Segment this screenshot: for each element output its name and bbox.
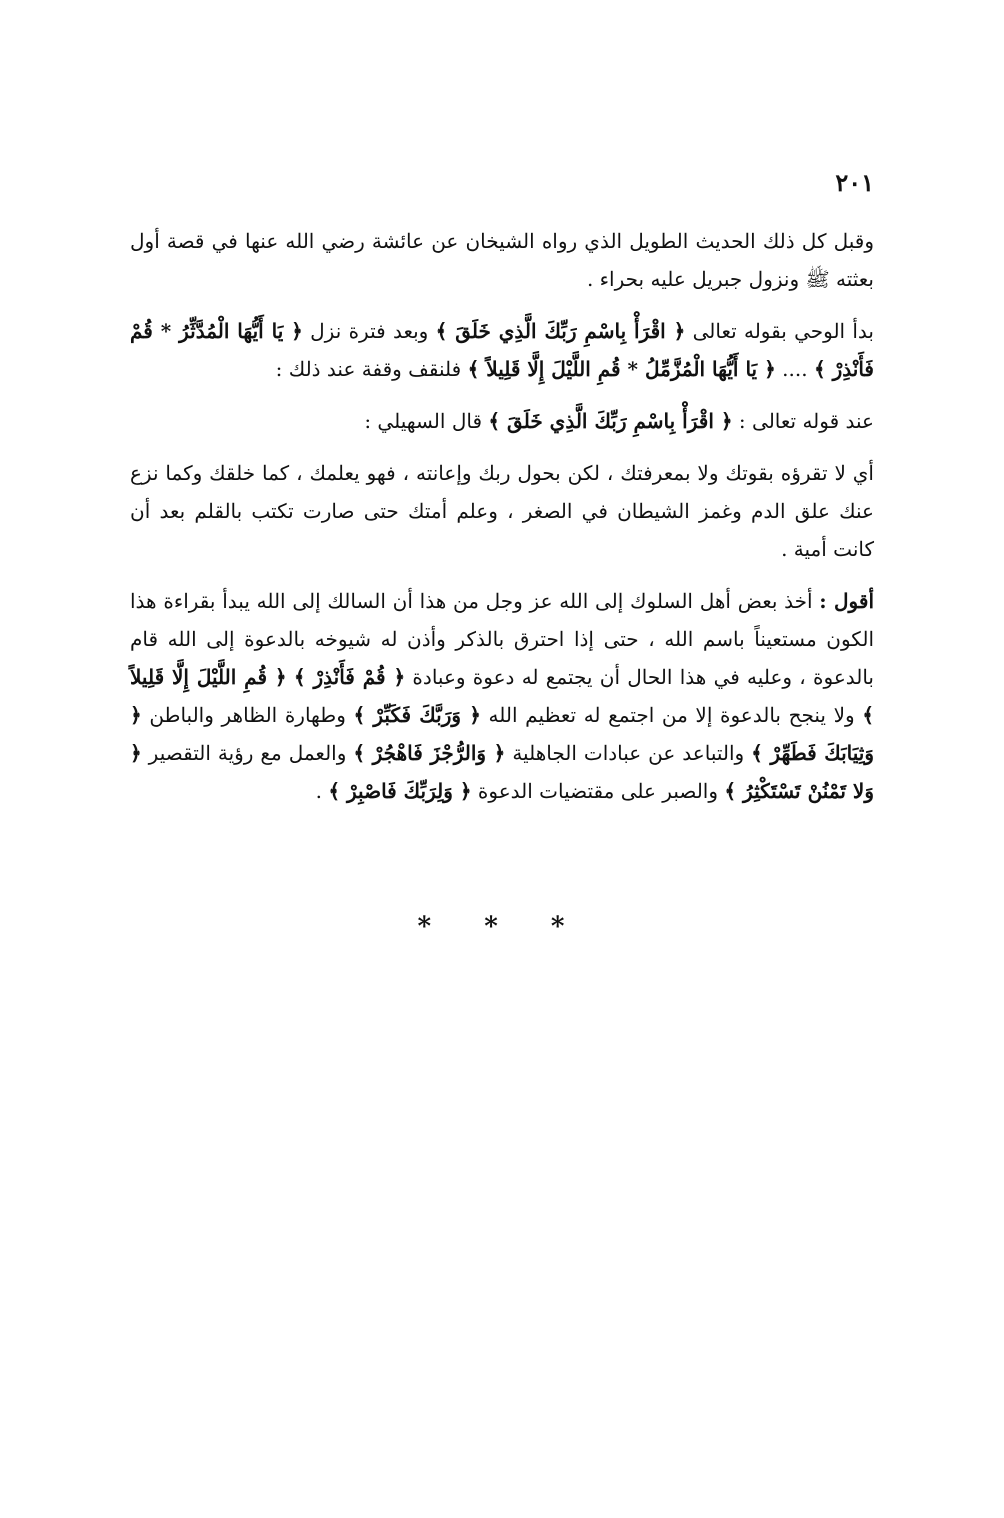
page-body bbox=[130, 222, 874, 824]
page-number: ٢٠١ bbox=[835, 168, 874, 197]
text-segment: أخذ بعض أهل السلوك إلى الله عز وجل من هذا أن السالك إلى الله يبدأ بقراءة هذا الكون مستعيناً باسم الله ، حتى إذا احترق بالذكر وأذن له شيوخه بالدعوة إلى الله قام بالدعوة ، وعليه في هذا الحال أن يجتمع له دعوة وعبادة bbox=[130, 589, 875, 689]
paragraph-suhayli-quote: أي لا تقرؤه بقوتك ولا بمعرفتك ، لكن بحول ربك وإعانته ، فهو يعلمك ، كما خلقك وكما نزع عنك علق الدم وغمز الشيطان في الصغر ، وعلم أمتك حتى صارت تكتب بالقلم بعد أن كانت أمية . bbox=[130, 461, 874, 561]
quran-verse: ﴿ وَثِيَابَكَ فَطَهِّرْ ﴾ bbox=[130, 703, 874, 765]
text-segment: وطهارة الظاهر والباطن bbox=[141, 703, 354, 727]
paragraph-author-comment bbox=[130, 582, 874, 810]
paragraph-suhayli-intro bbox=[130, 402, 874, 440]
text-segment: .... bbox=[775, 357, 814, 381]
text-segment: ولا ينجح بالدعوة إلا من اجتمع له تعظيم الله bbox=[480, 703, 863, 727]
text-segment bbox=[287, 665, 294, 689]
quran-verse: ﴿ قُمْ فَأَنْذِرْ ﴾ bbox=[293, 665, 406, 689]
quran-verse: ﴿ اقْرَأْ بِاسْمِ رَبِّكَ الَّذِي خَلَقَ ﴾ bbox=[435, 319, 686, 343]
paragraph-revelation-start bbox=[130, 312, 874, 388]
quran-verse: ﴿ يَا أَيُّهَا الْمُدَّثِّرُ * قُمْ فَأَنْذِرْ ﴾ bbox=[130, 319, 874, 381]
section-separator: * * * bbox=[417, 912, 587, 942]
text-segment: . bbox=[315, 779, 329, 803]
text-segment: فلنقف وقفة عند ذلك : bbox=[275, 357, 468, 381]
text-segment: وبعد فترة نزل bbox=[302, 319, 436, 343]
paragraph-intro: وقبل كل ذلك الحديث الطويل الذي رواه الشيخان عن عائشة رضي الله عنها في قصة أول بعثته ﷺ ونزول جبريل عليه بحراء . bbox=[130, 229, 874, 291]
text-segment: والصبر على مقتضيات الدعوة bbox=[471, 779, 725, 803]
quran-verse: ﴿ وَلِرَبِّكَ فَاصْبِرْ ﴾ bbox=[328, 779, 472, 803]
quran-verse: ﴿ يَا أَيُّهَا الْمُزَّمِّلُ * قُمِ اللَّيْلَ إِلَّا قَلِيلاً ﴾ bbox=[467, 357, 776, 381]
quran-verse: ﴿ قُمِ اللَّيْلَ إِلَّا قَلِيلاً ﴾ bbox=[130, 665, 874, 727]
quran-verse: ﴿ وَرَبَّكَ فَكَبِّرْ ﴾ bbox=[353, 703, 481, 727]
text-segment: عند قوله تعالى : bbox=[732, 409, 874, 433]
text-segment: قال السهيلي : bbox=[364, 409, 489, 433]
quran-verse: ﴿ وَالرُّجْزَ فَاهْجُرْ ﴾ bbox=[353, 741, 506, 765]
quran-verse: ﴿ اقْرَأْ بِاسْمِ رَبِّكَ الَّذِي خَلَقَ ﴾ bbox=[488, 409, 733, 433]
text-segment: والعمل مع رؤية التقصير bbox=[141, 741, 354, 765]
lead-word: أقول : bbox=[819, 589, 874, 613]
text-segment: والتباعد عن عبادات الجاهلية bbox=[505, 741, 752, 765]
text-segment: بدأ الوحي بقوله تعالى bbox=[685, 319, 874, 343]
quran-verse: ﴿ وَلا تَمْنُنْ تَسْتَكْثِرُ ﴾ bbox=[130, 741, 874, 803]
